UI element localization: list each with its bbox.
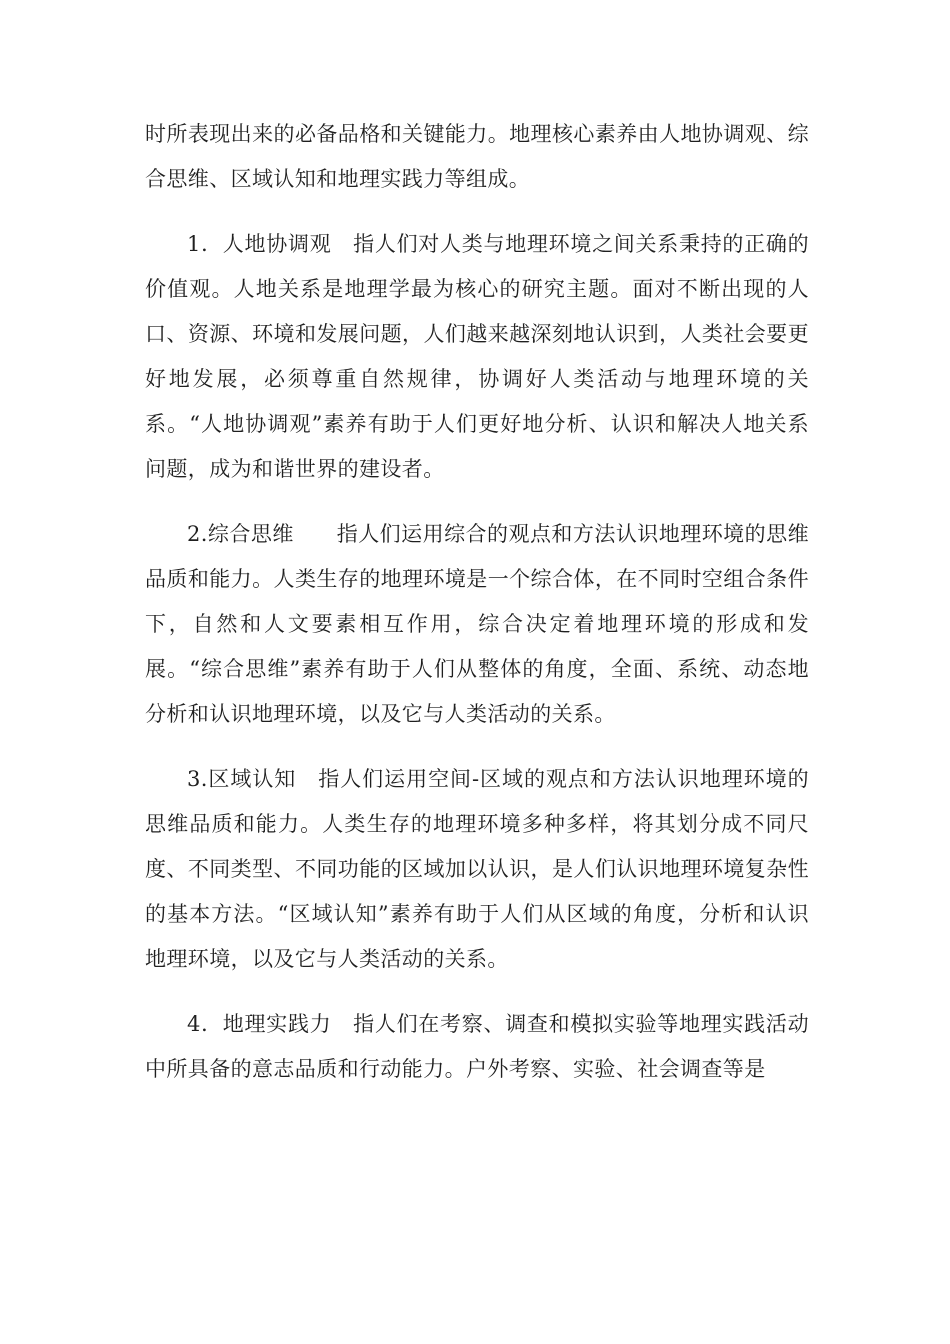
- paragraph-heading: 3.区域认知: [187, 767, 319, 791]
- paragraph-text: 指人们运用综合的观点和方法认识地理环境的思维品质和能力。人类生存的地理环境是一个综合体，在不同时空组合条件下，自然和人文要素相互作用，综合决定着地理环境的形成和发展。“综合思维”素养有助于人们从整体的角度，全面、系统、动态地分析和认识地理环境，以及它与人类活动的关系。: [145, 522, 809, 726]
- paragraph-regional-cognition: [145, 757, 809, 982]
- paragraph-integrated-thinking: [145, 512, 809, 737]
- paragraph-text: 指人们运用空间-区域的观点和方法认识地理环境的思维品质和能力。人类生存的地理环境多种多样，将其划分成不同尺度、不同类型、不同功能的区域加以认识，是人们认识地理环境复杂性的基本方法。“区域认知”素养有助于人们从区域的角度，分析和认识地理环境，以及它与人类活动的关系。: [145, 767, 809, 971]
- paragraph-heading: 2.综合思维: [187, 522, 337, 546]
- paragraph-heading: 4．地理实践力: [187, 1012, 354, 1036]
- document-body: [145, 112, 809, 1112]
- paragraph-heading: 1．人地协调观: [187, 232, 354, 256]
- paragraph-text: 时所表现出来的必备品格和关键能力。地理核心素养由人地协调观、综合思维、区域认知和地理实践力等组成。: [145, 122, 809, 191]
- paragraph-text: 指人们对人类与地理环境之间关系秉持的正确的价值观。人地关系是地理学最为核心的研究主题。面对不断出现的人口、资源、环境和发展问题，人们越来越深刻地认识到，人类社会要更好地发展，必须尊重自然规律，协调好人类活动与地理环境的关系。“人地协调观”素养有助于人们更好地分析、认识和解决人地关系问题，成为和谐世界的建设者。: [145, 232, 809, 481]
- paragraph-text: 指人们在考察、调查和模拟实验等地理实践活动中所具备的意志品质和行动能力。户外考察、实验、社会调查等是: [145, 1012, 809, 1081]
- paragraph-geographic-practice: [145, 1002, 809, 1092]
- paragraph-intro-continuation: [145, 112, 809, 202]
- paragraph-human-earth-coordination: [145, 222, 809, 492]
